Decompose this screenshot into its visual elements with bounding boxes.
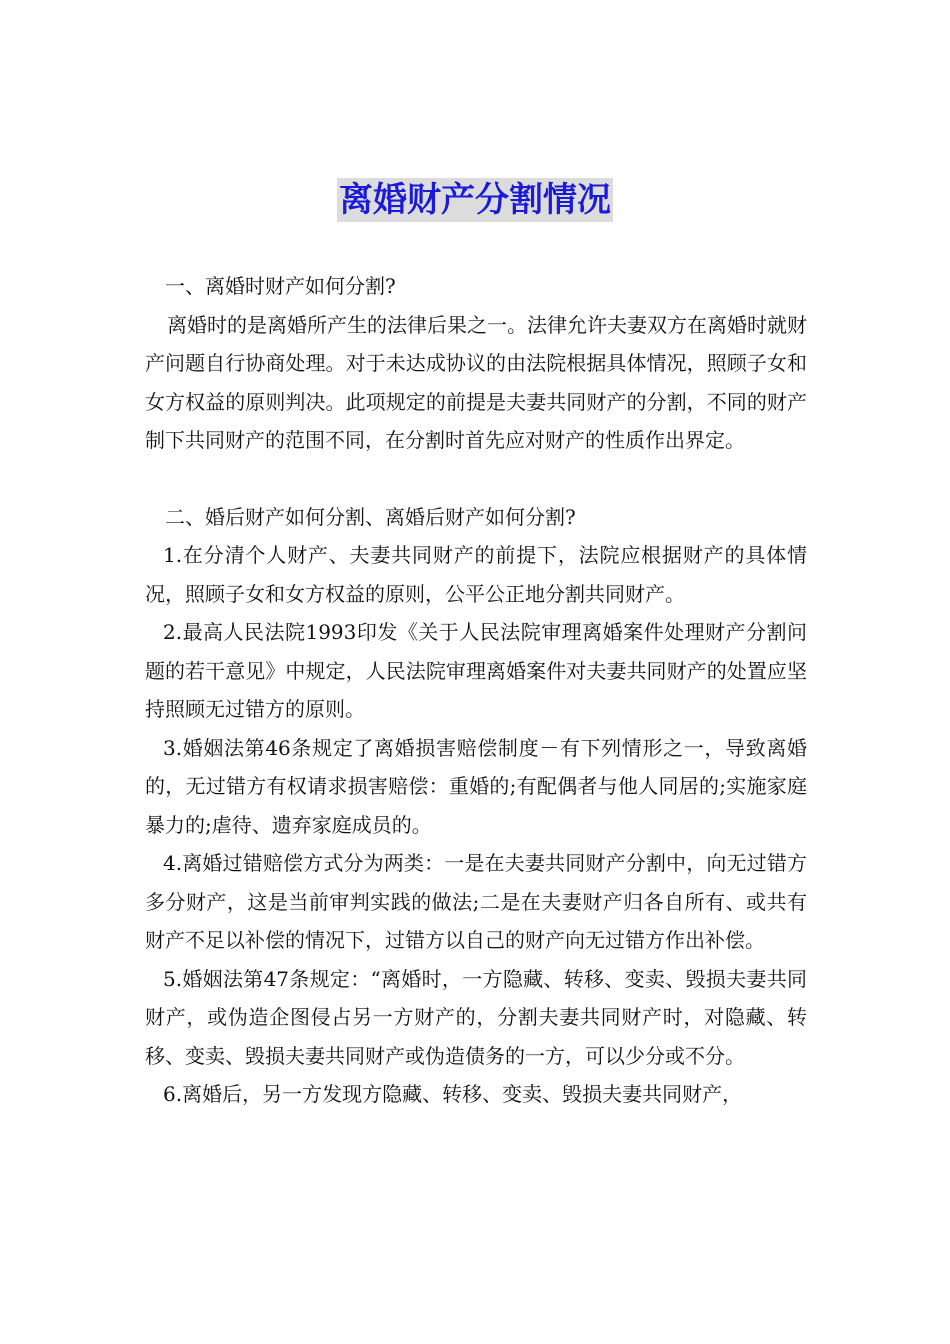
title-container	[0, 178, 950, 222]
list-item-5: 5.婚姻法第47条规定：“离婚时，一方隐藏、转移、变卖、毁损夫妻共同财产，或伪造企图侵占另一方财产的，分割夫妻共同财产时，对隐藏、转移、变卖、毁损夫妻共同财产或伪造债务的一方，可以少分或不分。	[145, 966, 807, 1068]
section-heading-1: 一、离婚时财产如何分割?	[165, 274, 396, 298]
section-gap	[145, 460, 807, 498]
section-heading-2: 二、婚后财产如何分割、离婚后财产如何分割?	[165, 504, 576, 529]
list-item-2: 2.最高人民法院1993印发《关于人民法院审理离婚案件处理财产分割问题的若干意见》中规定，人民法院审理离婚案件对夫妻共同财产的处置应坚持照顾无过错方的原则。	[145, 620, 807, 721]
list-item-6: 6.离婚后，另一方发现方隐藏、转移、变卖、毁损夫妻共同财产，	[163, 1082, 743, 1106]
section-1-paragraph-1: 离婚时的是离婚所产生的法律后果之一。法律允许夫妻双方在离婚时就财产问题自行协商处理。对于未达成协议的由法院根据具体情况，照顾子女和女方权益的原则判决。此项规定的前提是夫妻共同财产的分割，不同的财产制下共同财产的范围不同，在分割时首先应对财产的性质作出界定。	[145, 312, 807, 452]
list-item-4: 4.离婚过错赔偿方式分为两类：一是在夫妻共同财产分割中，向无过错方多分财产，这是当前审判实践的做法;二是在夫妻财产归各自所有、或共有财产不足以补偿的情况下，过错方以自己的财产向无过错方作出补偿。	[145, 851, 807, 952]
document-body	[145, 267, 807, 1114]
document-title: 离婚财产分割情况	[339, 180, 611, 220]
list-item-1: 1.在分清个人财产、夫妻共同财产的前提下，法院应根据财产的具体情况，照顾子女和女方权益的原则，公平公正地分割共同财产。	[145, 543, 807, 606]
list-item-3: 3.婚姻法第46条规定了离婚损害赔偿制度－有下列情形之一，导致离婚的，无过错方有权请求损害赔偿：重婚的;有配偶者与他人同居的;实施家庭暴力的;虐待、遗弃家庭成员的。	[145, 735, 807, 837]
